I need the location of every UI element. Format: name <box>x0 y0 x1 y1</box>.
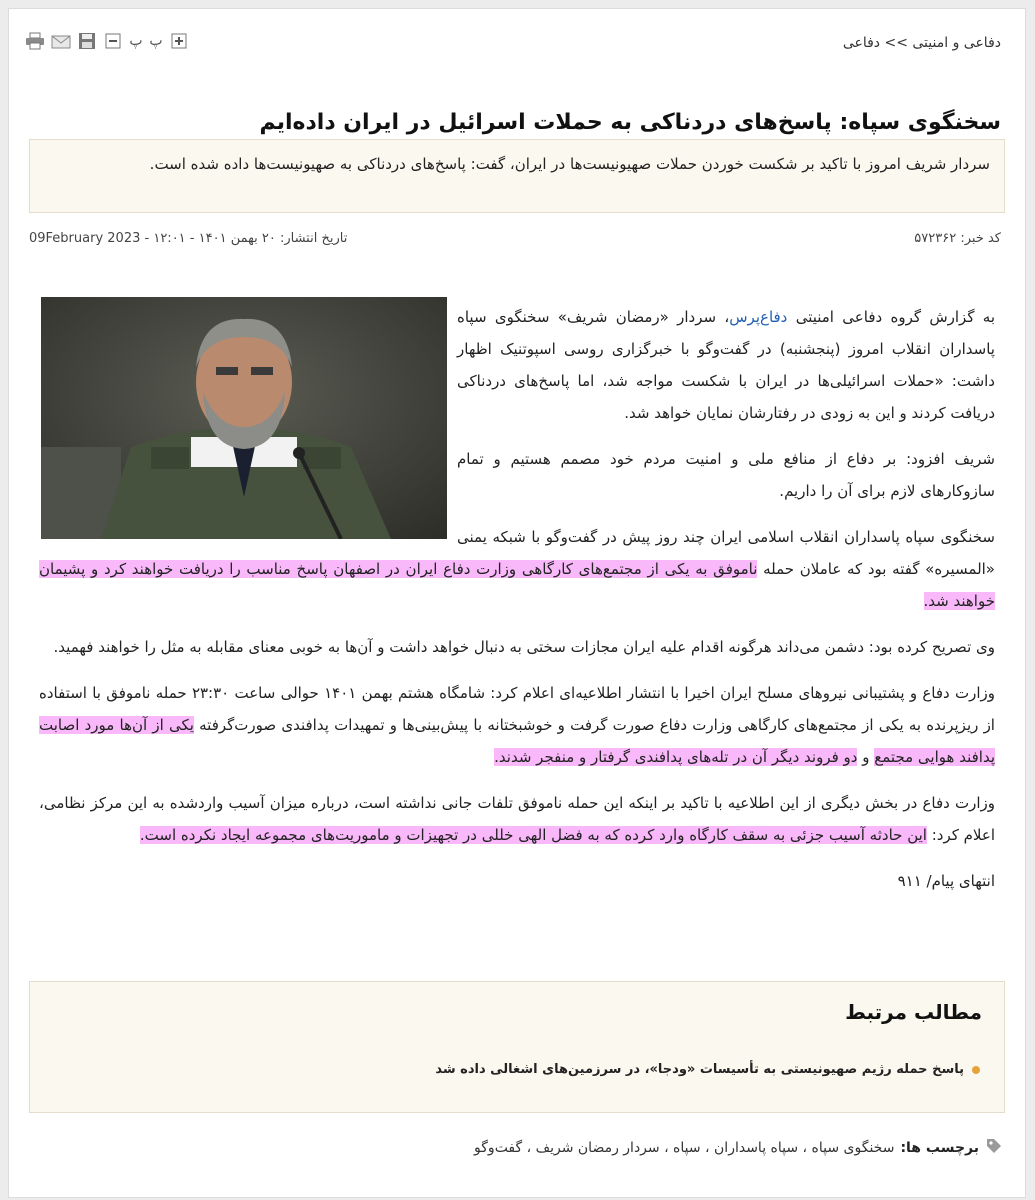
article-page <box>8 8 1026 1198</box>
email-icon[interactable] <box>51 31 71 51</box>
breadcrumb[interactable]: دفاعی و امنیتی >> دفاعی <box>842 35 1001 51</box>
related-articles <box>29 981 1005 1113</box>
article-lead: سردار شریف امروز با تاکید بر شکست خوردن حملات صهیونیست‌ها در ایران، گفت: پاسخ‌های دردناکی به صهیونیست‌ها داده شده است. <box>29 139 1005 213</box>
highlight: ناموفق به یکی از مجتمع‌های کارگاهی وزارت دفاع ایران در اصفهان پاسخ مناسب را دریافت خواهند کرد و پشیمان خواهند شد. <box>39 560 995 610</box>
publish-date-value: ۲۰ بهمن ۱۴۰۱ - ۱۲:۰۱ - 09February 2023 <box>29 231 276 246</box>
article-body <box>39 301 995 911</box>
related-item-title[interactable]: پاسخ حمله رژیم صهیونیستی به تأسیسات «ودجا»، در سرزمین‌های اشغالی داده شد <box>435 1062 964 1077</box>
publish-date <box>29 231 347 246</box>
source-link[interactable]: دفاع‌پرس <box>729 308 788 326</box>
related-item[interactable] <box>435 1062 980 1077</box>
bullet-icon <box>972 1066 980 1074</box>
tags-label: برچسب ها: <box>900 1140 979 1156</box>
paragraph-2: شریف افزود: بر دفاع از منافع ملی و امنیت مردم خود مصمم هستیم و تمام سازوکارهای لازم برای آن را داریم. <box>457 450 995 500</box>
related-heading: مطالب مرتبط <box>845 1000 982 1024</box>
top-bar <box>9 31 1025 61</box>
news-code-value: ۵۷۲۳۶۲ <box>914 231 957 246</box>
news-code <box>914 231 1001 246</box>
zoom-in-icon[interactable] <box>169 31 189 51</box>
tag-icon <box>985 1137 1003 1159</box>
article-title: سخنگوی سپاه: پاسخ‌های دردناکی به حملات اسرائیل در ایران داده‌ایم <box>259 109 1001 135</box>
paragraph-6: وزارت دفاع در بخش دیگری از این اطلاعیه با تاکید بر اینکه این حمله ناموفق تلفات جانی نداشته است، درباره میزان آسیب واردشده به این مرکز نظامی، اعلام کرد: این حادثه آسیب جزئی به سقف کارگاه وارد کرده که به فضل الهی خللی در تجهیزات و ماموریت‌های مجموعه ایجاد نکرده است. <box>39 794 995 844</box>
print-icon[interactable] <box>25 31 45 51</box>
tags-row <box>474 1137 1003 1159</box>
article-meta <box>29 231 1001 253</box>
news-code-label: کد خبر: <box>960 231 1001 246</box>
article-tools <box>25 31 189 51</box>
font-size-decrease[interactable]: پ <box>129 33 143 49</box>
paragraph-3: سخنگوی سپاه پاسداران انقلاب اسلامی ایران چند روز پیش در گفت‌وگو با شبکه یمنی «المسیره» گفته بود که عاملان حمله ناموفق به یکی از مجتمع‌های کارگاهی وزارت دفاع ایران در اصفهان پاسخ مناسب را دریافت خواهند کرد و پشیمان خواهند شد. <box>39 528 995 610</box>
zoom-out-icon[interactable] <box>103 31 123 51</box>
end-of-message: انتهای پیام/ ۹۱۱ <box>897 872 995 890</box>
tags-values[interactable]: سخنگوی سپاه ، سپاه پاسداران ، سپاه ، سردار رمضان شریف ، گفت‌وگو <box>474 1140 895 1156</box>
paragraph-1: به گزارش گروه دفاعی امنیتی دفاع‌پرس، سردار «رمضان شریف» سخنگوی سپاه پاسداران انقلاب امروز (پنجشنبه) در گفت‌وگو با خبرگزاری روسی اسپوتنیک اظهار داشت: «حملات اسرائیلی‌ها در ایران با شکست مواجه شد، اما پاسخ‌های دردناکی دریافت کردند و این به زودی در رفتارشان نمایان خواهد شد. <box>457 308 996 422</box>
font-size-increase[interactable]: پ <box>149 33 163 49</box>
paragraph-5: وزارت دفاع و پشتیبانی نیروهای مسلح ایران اخیرا با انتشار اطلاعیه‌ای اعلام کرد: شامگاه هشتم بهمن ۱۴۰۱ حوالی ساعت ۲۳:۳۰ حمله ناموفق با استفاده از ریزپرنده به یکی از مجتمع‌های کارگاهی وزارت دفاع صورت گرفت و خوشبختانه با پیش‌بینی‌ها و تمهیدات پدافندی صورت‌گرفته یکی از آن‌ها مورد اصابت پدافند هوایی مجتمع و دو فروند دیگر آن در تله‌های پدافندی گرفتار و منفجر شدند. <box>39 684 995 766</box>
publish-date-label: تاریخ انتشار: <box>279 231 348 246</box>
save-icon[interactable] <box>77 31 97 51</box>
image-spacer <box>39 301 457 545</box>
highlight: این حادثه آسیب جزئی به سقف کارگاه وارد کرده که به فضل الهی خللی در تجهیزات و ماموریت‌های مجموعه ایجاد نکرده است. <box>139 826 927 844</box>
highlight: یکی از آن‌ها مورد اصابت پدافند هوایی مجتمع <box>39 716 995 766</box>
paragraph-4: وی تصریح کرده بود: دشمن می‌داند هرگونه اقدام علیه ایران مجازات سختی به دنبال خواهد داشت و آن‌ها به خوبی معنای مقابله به مثل را خواهند فهمید. <box>53 638 995 656</box>
highlight: دو فروند دیگر آن در تله‌های پدافندی گرفتار و منفجر شدند. <box>494 748 858 766</box>
